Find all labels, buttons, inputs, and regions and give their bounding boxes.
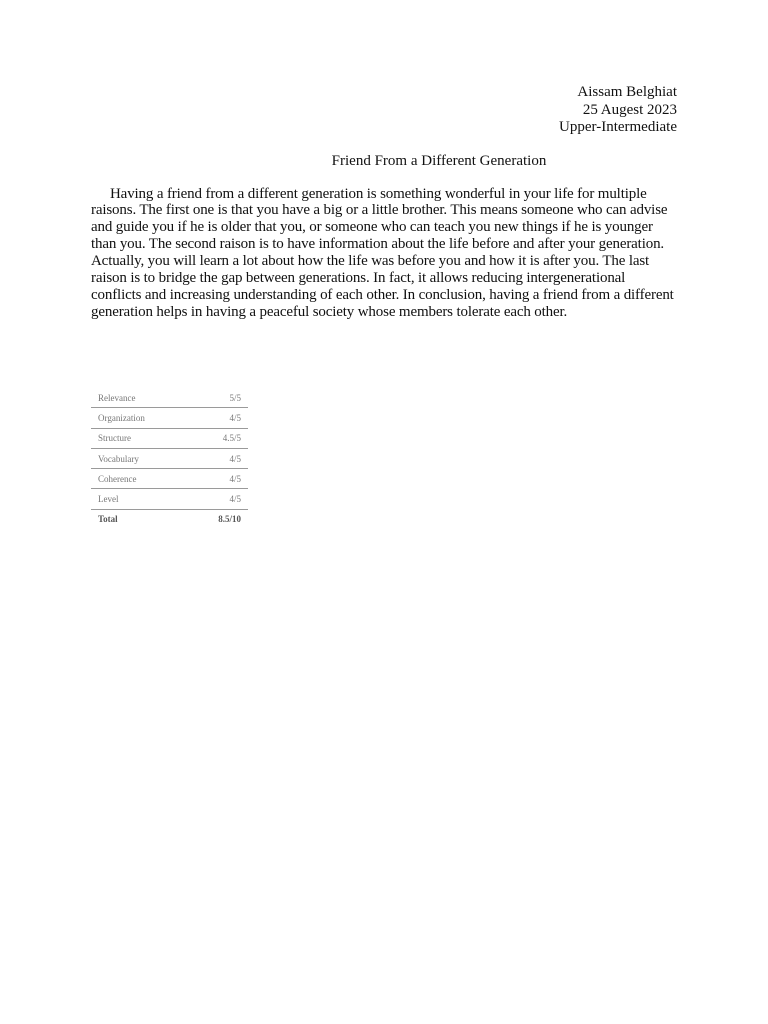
rubric-row [91, 408, 248, 428]
rubric-score: 5/5 [189, 388, 248, 408]
rubric-score: 4/5 [189, 469, 248, 489]
rubric-total-row [91, 509, 248, 529]
rubric-score: 4.5/5 [189, 428, 248, 448]
grading-rubric-table [91, 388, 248, 529]
rubric-row [91, 489, 248, 509]
rubric-row [91, 428, 248, 448]
document-page [91, 84, 677, 336]
rubric-criterion: Relevance [91, 388, 189, 408]
rubric-criterion: Organization [91, 408, 189, 428]
author-header [91, 84, 677, 137]
rubric-total-score: 8.5/10 [218, 514, 241, 525]
rubric-criterion: Structure [91, 428, 189, 448]
rubric-row [91, 388, 248, 408]
essay-title: Friend From a Different Generation [331, 152, 547, 169]
rubric-criterion: Level [91, 489, 189, 509]
rubric-criterion: Coherence [91, 469, 189, 489]
rubric-total-label: Total [98, 514, 118, 525]
essay-date: 25 Augest 2023 [582, 101, 677, 118]
rubric-score: 4/5 [189, 489, 248, 509]
rubric-row [91, 448, 248, 468]
rubric-score: 4/5 [189, 408, 248, 428]
rubric-criterion: Vocabulary [91, 448, 189, 468]
author-name: Aissam Belghiat [577, 84, 677, 100]
rubric-row [91, 469, 248, 489]
student-level: Upper-Intermediate [559, 119, 677, 135]
rubric-score: 4/5 [189, 448, 248, 468]
essay-paragraph: Having a friend from a different generation is something wonderful in your life for multiple raisons. The first one is that you have a big or a little brother. This means someone who can advise and guide you if he is older that you, or someone who can teach you new things if he is younger than you. The second raison is to have information about the life before and after your generation. Actually, you will learn a lot about how the life was before you and how it is after you. The last raison is to bridge the gap between generations. In fact, it allows reducing intergenerational conflicts and increasing understanding of each other. In conclusion, having a friend from a different generation helps in having a peaceful society whose members tolerate each other. [91, 185, 674, 320]
